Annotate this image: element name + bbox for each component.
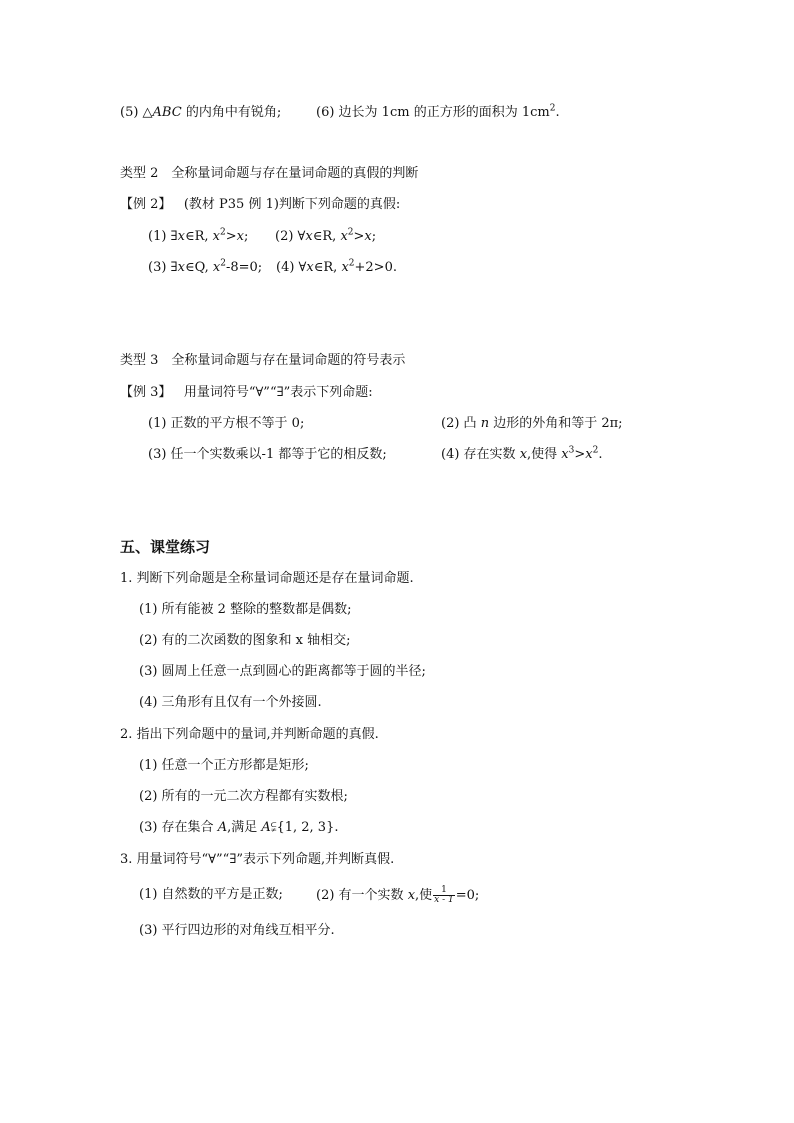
question-3: 3. 用量词符号“∀”“∃”表示下列命题,并判断真假. (120, 852, 395, 867)
question-1-item-1: (1) 所有能被 2 整除的整数都是偶数; (139, 602, 352, 617)
example-3-text: 用量词符号“∀”“∃”表示下列命题: (183, 385, 373, 400)
type-2-title: 类型 2 全称量词命题与存在量词命题的真假的判断 (120, 166, 419, 181)
example-2-item-4: (4) ∀x∈R, $x^2+2>0$. (276, 258, 397, 275)
section-5-title: 五、课堂练习 (120, 538, 211, 556)
type-3-title: 类型 3 全称量词命题与存在量词命题的符号表示 (120, 353, 406, 368)
question-2: 2. 指出下列命题中的量词,并判断命题的真假. (120, 727, 379, 742)
question-3-item-1: (1) 自然数的平方是正数; (139, 887, 283, 902)
example-2-text: (教材 P35 例 1)判断下列命题的真假: (183, 197, 401, 212)
example-2-header (120, 196, 400, 214)
question-2-item-2: (2) 所有的一元二次方程都有实数根; (139, 789, 348, 804)
question-3-item-3: (3) 平行四边形的对角线互相平分. (139, 923, 335, 938)
example-3-item-4: (4) 存在实数 x,使得 $x^3>x^2$. (441, 445, 603, 462)
example-3-item-1: (1) 正数的平方根不等于 0; (148, 416, 305, 431)
question-1-item-4: (4) 三角形有且仅有一个外接圆. (139, 695, 322, 710)
example-5-text: 的内角中有锐角; (181, 105, 282, 120)
question-3-item-2: (2) 有一个实数 x,使 $\frac{1}{x - 1}$ =0; (316, 885, 480, 905)
example-6 (316, 104, 560, 122)
example-5 (120, 104, 281, 122)
example-3-item-3: (3) 任一个实数乘以-1 都等于它的相反数; (148, 447, 387, 462)
triangle-abc: ABC (152, 105, 182, 120)
example-2-item-2: (2) ∀x∈R, $x^2>x$; (275, 227, 377, 244)
question-1-item-2: (2) 有的二次函数的图象和 x 轴相交; (139, 633, 351, 648)
example-5-prefix: (5) △ (120, 105, 153, 120)
question-1: 1. 判断下列命题是全称量词命题还是存在量词命题. (120, 571, 414, 586)
example-3-header (120, 384, 373, 402)
fraction: $\frac{1}{x - 1}$ (434, 885, 454, 905)
example-2-item-3: (3) ∃x∈Q, $x^2-8=0$; (148, 258, 263, 275)
example-3-item-2: (2) 凸 n 边形的外角和等于 2π; (441, 416, 623, 431)
exponent: 2 (549, 103, 556, 114)
question-2-item-3: (3) 存在集合 A,满足 A⫋{1, 2, 3}. (139, 820, 339, 835)
period: . (555, 105, 560, 120)
example-2-item-1: (1) ∃x∈R, $x^2>x$; (148, 227, 249, 244)
example-6-text: (6) 边长为 1cm 的正方形的面积为 1cm (316, 105, 550, 120)
question-2-item-1: (1) 任意一个正方形都是矩形; (139, 758, 309, 773)
example-2-label: 【例 2】 (120, 197, 172, 212)
question-1-item-3: (3) 圆周上任意一点到圆心的距离都等于圆的半径; (139, 664, 426, 679)
example-3-label: 【例 3】 (120, 385, 172, 400)
